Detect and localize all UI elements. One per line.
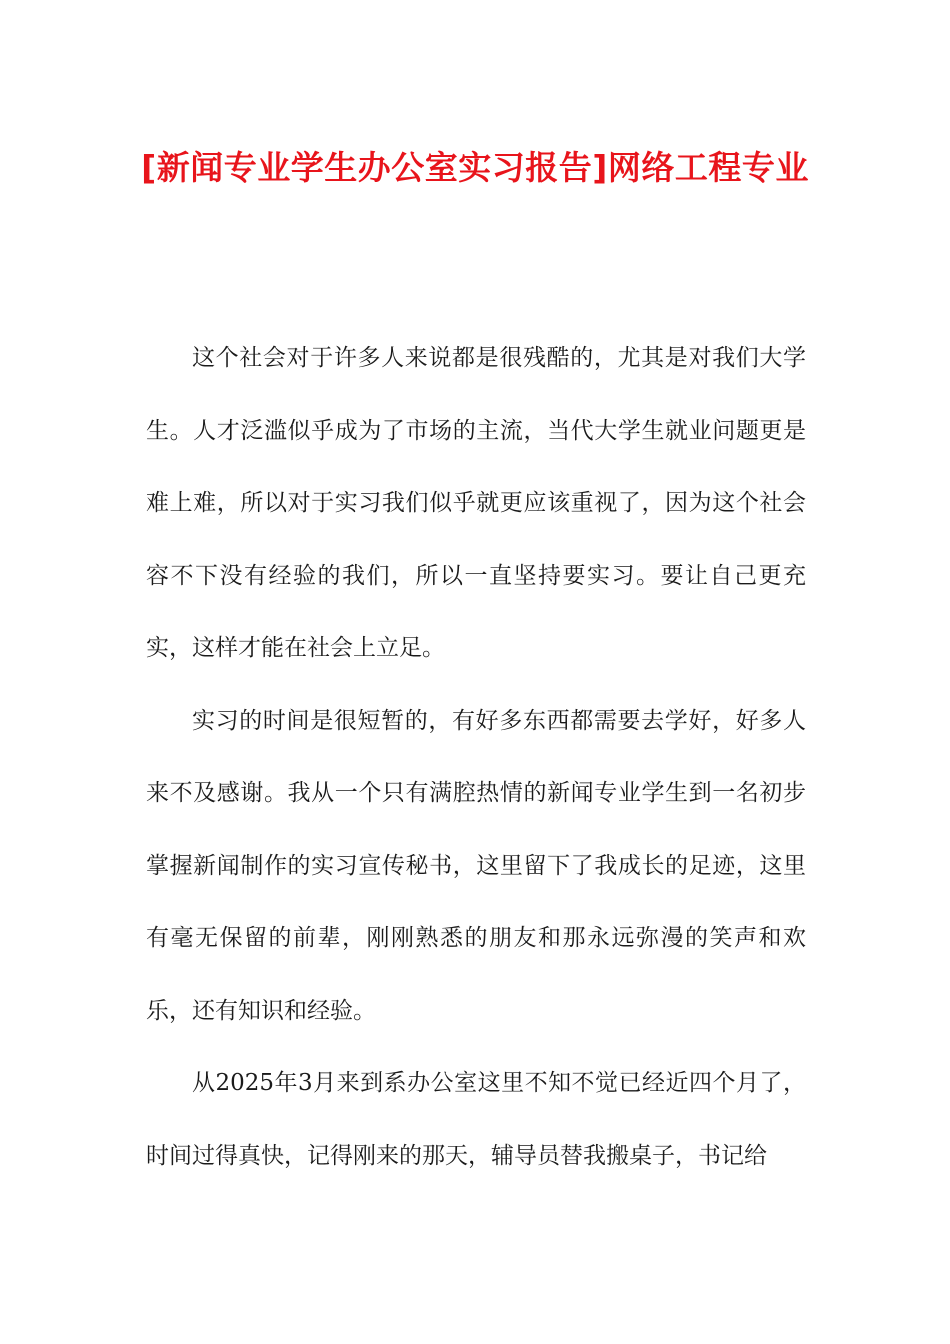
paragraph-1: 这个社会对于许多人来说都是很残酷的，尤其是对我们大学生。人才泛滥似乎成为了市场的主流，当代大学生就业问题更是难上难，所以对于实习我们似乎就更应该重视了，因为这个社会容不下没有经验的我们，所以一直坚持要实习。要让自己更充实，这样才能在社会上立足。 <box>146 345 806 661</box>
document-body <box>146 322 806 1192</box>
paragraph-3: 从2025年3月来到系办公室这里不知不觉已经近四个月了，时间过得真快，记得刚来的那天，辅导员替我搬桌子，书记给 <box>146 1070 806 1169</box>
document-title: [新闻专业学生办公室实习报告]网络工程专业 <box>141 148 809 187</box>
paragraph-2: 实习的时间是很短暂的，有好多东西都需要去学好，好多人来不及感谢。我从一个只有满腔热情的新闻专业学生到一名初步掌握新闻制作的实习宣传秘书，这里留下了我成长的足迹，这里有毫无保留的前辈，刚刚熟悉的朋友和那永远弥漫的笑声和欢乐，还有知识和经验。 <box>146 707 806 1024</box>
